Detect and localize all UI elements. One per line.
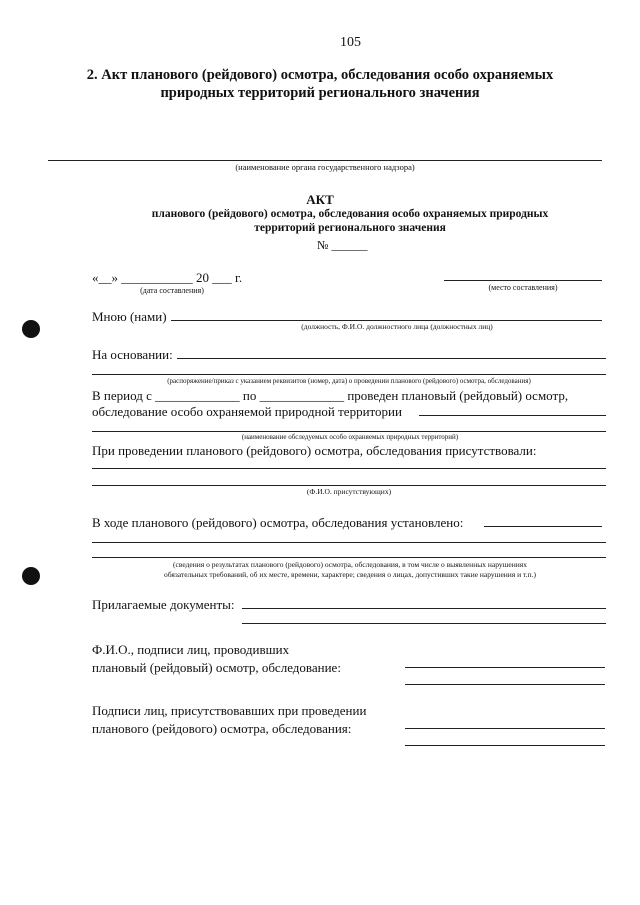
section-title-line-1: 2. Акт планового (рейдового) осмотра, обследования особо охраняемых xyxy=(86,67,554,83)
present-field-1[interactable] xyxy=(92,468,606,469)
authority-caption: (наименование органа государственного надзора) xyxy=(235,162,415,172)
attached-field-1[interactable] xyxy=(242,608,606,609)
order-caption: (распоряжение/приказ с указанием реквизитов (номер, дата) о проведении планового (рейдового) осмотра, обследования) xyxy=(167,377,531,385)
section-title xyxy=(0,66,640,102)
attached-label: Прилагаемые документы: xyxy=(92,597,235,612)
act-title: АКТ xyxy=(306,192,334,207)
period-line[interactable]: В период с _____________ по _____________ проведен плановый (рейдовый) осмотр, xyxy=(92,388,569,403)
signers-field-2[interactable] xyxy=(405,684,605,685)
authority-field[interactable] xyxy=(48,160,602,161)
place-caption: (место составления) xyxy=(488,283,558,292)
act-subtitle-line-1: планового (рейдового) осмотра, обследования особо охраняемых природных xyxy=(151,208,549,220)
results-caption-line-2: обязательных требований, об их месте, времени, характере; сведения о лицах, допустивших такие нарушения и т.п.) xyxy=(163,570,536,579)
binder-hole-bottom xyxy=(22,567,40,585)
signers-label-line-1: Ф.И.О., подписи лиц, проводивших xyxy=(92,642,290,657)
basis-label: На основании: xyxy=(92,347,173,362)
by-me-label: Мною (нами) xyxy=(92,309,167,324)
place-field[interactable] xyxy=(444,280,602,281)
binder-hole-top xyxy=(22,320,40,338)
results-caption-line-1: (сведения о результатах планового (рейдового) осмотра, обследования, в том числе о выявленных нарушениях xyxy=(173,560,527,569)
basis-field-2[interactable] xyxy=(92,374,606,375)
signers-label-line-2: плановый (рейдовый) осмотр, обследование: xyxy=(92,660,341,675)
act-subtitle xyxy=(0,207,640,235)
section-title-line-2: природных территорий регионального значения xyxy=(160,85,480,101)
by-me-field[interactable] xyxy=(171,320,602,321)
results-caption xyxy=(70,560,630,580)
attendees-field-1[interactable] xyxy=(405,728,605,729)
position-caption: (должность, Ф.И.О. должностного лица (должностных лиц) xyxy=(301,322,493,331)
date-line[interactable]: «__» ___________ 20 ___ г. xyxy=(92,270,243,285)
territories-caption: (наименование обследуемых особо охраняемых природных территорий) xyxy=(241,433,459,441)
attendees-field-2[interactable] xyxy=(405,745,605,746)
signers-field-1[interactable] xyxy=(405,667,605,668)
act-number[interactable]: № ______ xyxy=(317,238,368,252)
present-field-2[interactable] xyxy=(92,485,606,486)
survey-label: обследование особо охраняемой природной территории xyxy=(92,404,402,419)
attendees-label xyxy=(92,702,366,738)
attendees-label-line-2: планового (рейдового) осмотра, обследования: xyxy=(92,721,352,736)
act-subtitle-line-2: территорий регионального значения xyxy=(254,222,446,234)
page-number: 105 xyxy=(340,35,361,50)
date-caption: (дата составления) xyxy=(140,286,204,295)
survey-field-2[interactable] xyxy=(92,431,606,432)
basis-field-1[interactable] xyxy=(177,358,606,359)
attendees-label-line-1: Подписи лиц, присутствовавших при проведении xyxy=(92,703,367,718)
attached-field-2[interactable] xyxy=(242,623,606,624)
present-label: При проведении планового (рейдового) осмотра, обследования присутствовали: xyxy=(92,443,537,458)
signers-label xyxy=(92,641,341,677)
present-caption: (Ф.И.О. присутствующих) xyxy=(306,487,392,496)
established-field-1[interactable] xyxy=(484,526,602,527)
established-field-3[interactable] xyxy=(92,557,606,558)
established-label: В ходе планового (рейдового) осмотра, обследования установлено: xyxy=(92,515,464,530)
established-field-2[interactable] xyxy=(92,542,606,543)
survey-field-1[interactable] xyxy=(419,415,606,416)
